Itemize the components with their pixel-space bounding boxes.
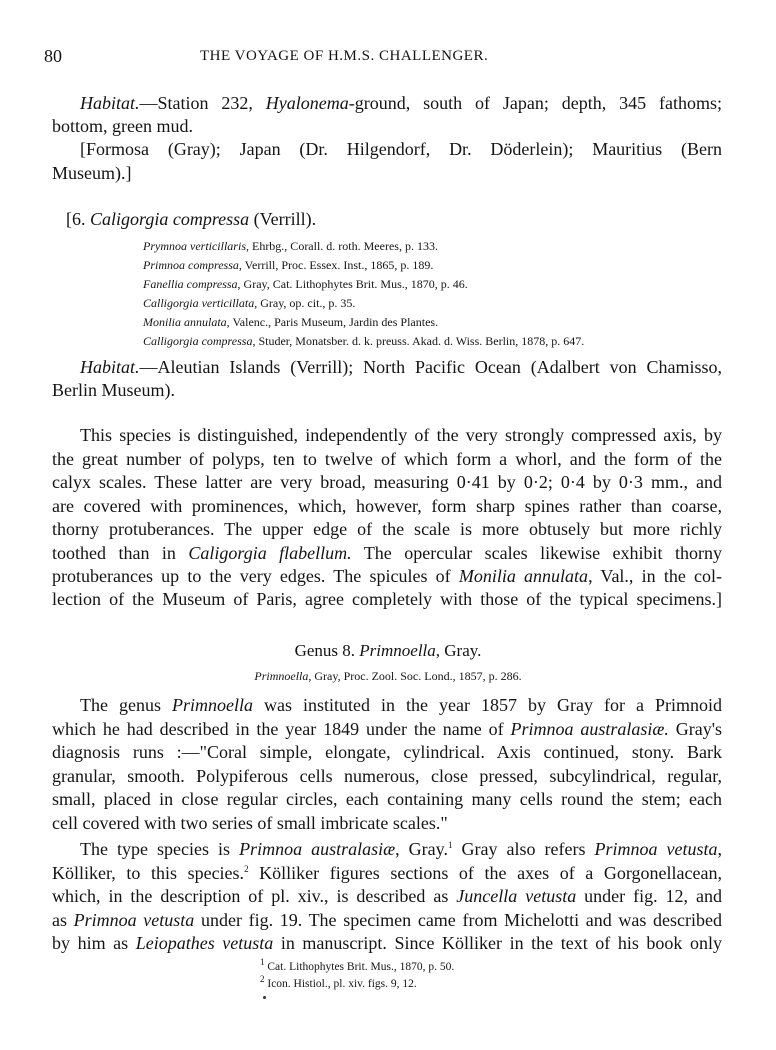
type-text-line: which, in the description of pl. xiv., is described as Juncella vetusta under fig. 12, and: [52, 886, 722, 906]
habitat-2-line-1: Habitat.—Aleutian Islands (Verrill); North Pacific Ocean (Adalbert von Chamisso,: [80, 357, 722, 377]
genus-name: Primnoella: [359, 641, 436, 660]
description-line: protuberances up to the very edges. The spicules of Monilia annulata, Val., in the col-: [52, 566, 723, 586]
footnote-ref: 2: [244, 864, 249, 874]
habitat-line-2: bottom, green mud.: [52, 116, 193, 136]
genus-text-line: which he had described in the year 1849 under the name of Primnoa australasiæ. Gray's: [52, 719, 723, 739]
synonymy-entry: Monilia annulata, Valenc., Paris Museum, Jardin des Plantes.: [143, 315, 439, 329]
description-line: calyx scales. These latter are very broad, measuring 0·41 by 0·2; 0·4 by 0·3 mm., and: [52, 472, 722, 492]
habitat-line-1: Habitat.—Station 232, Hyalonema-ground, south of Japan; depth, 345 fathoms;: [80, 93, 722, 113]
description-line: lection of the Museum of Paris, agree completely with those of the typical specimens.]: [52, 589, 722, 609]
footnote: $^2$ Icon. Histiol., pl. xiv. figs. 9, 12.: [260, 974, 417, 990]
footnote-ref: 1: [447, 840, 453, 850]
genus-heading: Genus 8. Primnoella, Gray.: [294, 641, 482, 660]
type-text-line: Kölliker, to this species.$^2$ Kölliker figures sections of the axes of a Gorgonellacean,: [52, 863, 723, 883]
synonymy-entry: Primnoa compressa, Verrill, Proc. Essex. Inst., 1865, p. 189.: [143, 258, 434, 272]
type-text-line: as Primnoa vetusta under fig. 19. The specimen came from Michelotti and was described: [52, 910, 722, 930]
description-line: are covered with prominences, which, however, form sharp spines rather than coarse,: [52, 496, 722, 516]
species-heading: [6. Caligorgia compressa (Verrill).: [66, 209, 317, 229]
synonymy-entry: Calligorgia verticillata, Gray, op. cit., p. 35.: [143, 296, 356, 310]
type-text-line: The type species is Primnoa australasiæ, Gray.$^1$ Gray also refers Primnoa vetusta,: [80, 839, 723, 859]
monilia-annulata-term: Monilia annulata: [458, 566, 589, 586]
genus-text-line: diagnosis runs :—"Coral simple, elongate, cylindrical. Axis continued, stony. Bark: [52, 742, 722, 762]
habitat-2-line-2: Berlin Museum).: [52, 380, 175, 400]
page-number: 80: [44, 46, 62, 66]
description-line: the great number of polyps, ten to twelve of which form a whorl, and the form of the: [52, 449, 722, 469]
type-text-line: by him as Leiopathes vetusta in manuscript. Since Kölliker in the text of his book only: [52, 933, 723, 953]
synonymy-entry: Calligorgia compressa, Studer, Monatsber. d. k. preuss. Akad. d. Wiss. Berlin, 1878, p. 647.: [143, 334, 585, 348]
genus-text-line: granular, smooth. Polypiferous cells numerous, close pressed, subcylindrical, regular,: [52, 766, 722, 786]
synonymy-entry: Fanellia compressa, Gray, Cat. Lithophytes Brit. Mus., 1870, p. 46.: [143, 277, 468, 291]
description-line: thorny protuberances. The upper edge of the scale is more obtusely but more richly: [52, 519, 722, 539]
hyalonema-term: Hyalonema: [265, 93, 349, 113]
description-line: toothed than in Caligorgia flabellum. The opercular scales likewise exhibit thorny: [52, 543, 722, 563]
distribution-line-2: Museum).]: [52, 163, 132, 183]
running-title: THE VOYAGE OF H.M.S. CHALLENGER.: [200, 48, 489, 64]
habitat-label: Habitat.: [80, 357, 140, 377]
caligorgia-flabellum-term: Caligorgia flabellum.: [188, 543, 352, 563]
habitat-label: Habitat.: [80, 93, 140, 113]
footnote: $^1$ Cat. Lithophytes Brit. Mus., 1870, p. 50.: [260, 957, 455, 973]
distribution-line-1: [Formosa (Gray); Japan (Dr. Hilgendorf, Dr. Döderlein); Mauritius (Bern: [80, 139, 722, 159]
species-name: Caligorgia compressa: [90, 209, 250, 229]
genus-text-line: cell covered with two series of small imbricate scales.": [52, 813, 448, 833]
genus-reference: Primnoella, Gray, Proc. Zool. Soc. Lond., 1857, p. 286.: [254, 669, 522, 683]
synonymy-entry: Prymnoa verticillaris, Ehrbg., Corall. d. roth. Meeres, p. 133.: [143, 239, 438, 253]
genus-text-line: small, placed in close regular circles, each containing many cells round the stem; each: [52, 789, 722, 809]
footnote-dot: [263, 996, 266, 999]
description-line: This species is distinguished, independently of the very strongly compressed axis, by: [80, 425, 722, 445]
genus-text-line: The genus Primnoella was instituted in the year 1857 by Gray for a Primnoid: [80, 695, 723, 715]
